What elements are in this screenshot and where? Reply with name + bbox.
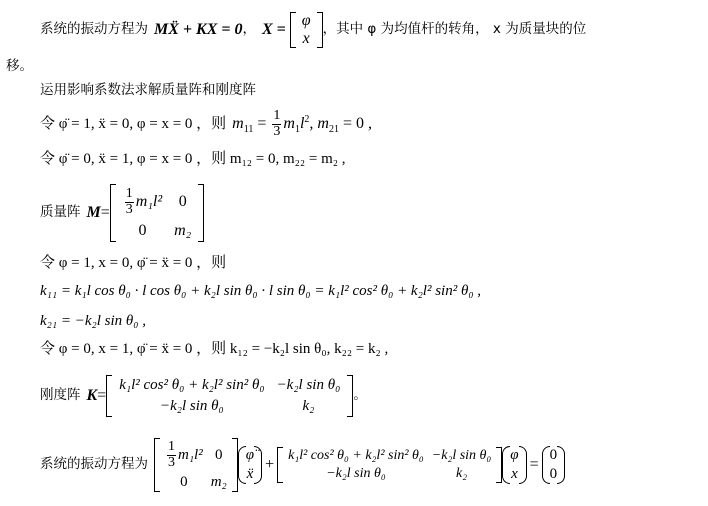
- intro-suffix2: 移。: [6, 58, 33, 74]
- stiff-matrix-line: 刚度阵 K = k₁l² cos² θ₀ + k₂l² sin² θ₀ −k₂l sin θ₀ −k₂l sin θ₀ k₂ 。: [40, 368, 367, 424]
- final-mass-matrix: $\frac{1}{3}$ m₁l² 0 0 m₂: [154, 438, 238, 491]
- stiff-matrix-label: 刚度阵: [40, 387, 81, 404]
- stiff-matrix-a21: −k₂l sin θ₀: [160, 398, 224, 414]
- stiff-matrix-a12: −k₂l sin θ₀: [276, 377, 341, 393]
- mass-case1-lead: 令 φ̈ = 1, ẍ = 0, φ = x = 0 ，则: [40, 115, 227, 132]
- mass-matrix: [110, 184, 204, 242]
- intro-prefix: 系统的振动方程为: [40, 21, 148, 38]
- x-vector-x: x: [302, 30, 310, 47]
- x-vector-phi: φ: [301, 12, 311, 29]
- k21-equation: k₂₁ = −k₂l sin θ₀ ,: [40, 313, 146, 329]
- final-stiffness-matrix: k₁l² cos² θ₀ + k₂l² sin² θ₀ −k₂l sin θ₀ −k₂l sin θ₀ k₂: [277, 447, 502, 483]
- stiff-matrix-a22: k₂: [302, 398, 315, 414]
- mass-matrix-label: 质量阵: [40, 204, 81, 221]
- k11-equation: k₁₁ = k₁l cos θ₀ · l cos θ₀ + k₂l sin θ₀ · l sin θ₀ = k₁l² cos² θ₀ + k₂l² sin² θ₀ ,: [40, 283, 482, 299]
- mass-case1-frac: $\frac{1}{3}$: [273, 107, 281, 139]
- intro-line: 系统的振动方程为 MẌ + KX = 0 ， X = φ x ，其中 φ 为均值杆的转角， x 为质量块的位: [40, 12, 587, 47]
- x-vector: [290, 12, 323, 48]
- mass-case1-line: 令 φ̈ = 1, ẍ = 0, φ = x = 0 ，则 $m_{11}$ = $\frac{1}{3}$ $m_1l^2$ , $m_{21}$ = 0 ,: [40, 107, 372, 139]
- final-acceleration-vector: φ̈ ẍ: [238, 446, 262, 484]
- final-equation-line: 系统的振动方程为 $\frac{1}{3}$ m₁l² 0 0 m₂ φ̈ ẍ + k₁l² cos² θ₀ + k₂l² sin² θ₀ −k₂l sin θ₀ −k₂l sin θ₀ k₂ φ x = 0 0: [40, 432, 565, 498]
- mass-matrix-symbol: M: [86, 204, 101, 221]
- method-line: 运用影响系数法求解质量阵和刚度阵: [40, 82, 256, 98]
- mass-matrix-a21: 0: [138, 222, 147, 240]
- stiff-case1-line: 令 φ = 1, x = 0, φ̈ = ẍ = 0 ，则: [40, 255, 227, 271]
- stiff-matrix-symbol: K: [86, 387, 98, 404]
- x-def-label: X =: [261, 21, 286, 38]
- mass-matrix-a12: 0: [178, 193, 187, 210]
- mass-matrix-a22: m₂: [174, 222, 192, 240]
- final-label: 系统的振动方程为: [40, 456, 148, 473]
- final-displacement-vector: φ x: [502, 446, 526, 484]
- mass-case2-line: 令 φ̈ = 0, ẍ = 1, φ = x = 0 ，则 m₁₂ = 0, m₂₂ = m₂ ,: [40, 151, 346, 167]
- equation-of-motion: MẌ + KX = 0: [154, 21, 243, 38]
- intro-suffix: ，其中 φ 为均值杆的转角， x 为质量块的位: [322, 21, 587, 38]
- stiff-case2-line: 令 φ = 0, x = 1, φ̈ = ẍ = 0 ，则 k₁₂ = −k₂l sin θ₀, k₂₂ = k₂ ,: [40, 341, 389, 357]
- final-zero-vector: 0 0: [542, 446, 566, 484]
- mass-matrix-line: 质量阵 M = $\frac{1}{3}$ m₁l² 0 0 m₂: [40, 178, 204, 248]
- mass-matrix-a11: $\frac{1}{3}$ m₁l²: [125, 185, 163, 217]
- stiffness-matrix: [106, 375, 353, 417]
- stiff-matrix-a11: k₁l² cos² θ₀ + k₂l² sin² θ₀: [119, 377, 265, 393]
